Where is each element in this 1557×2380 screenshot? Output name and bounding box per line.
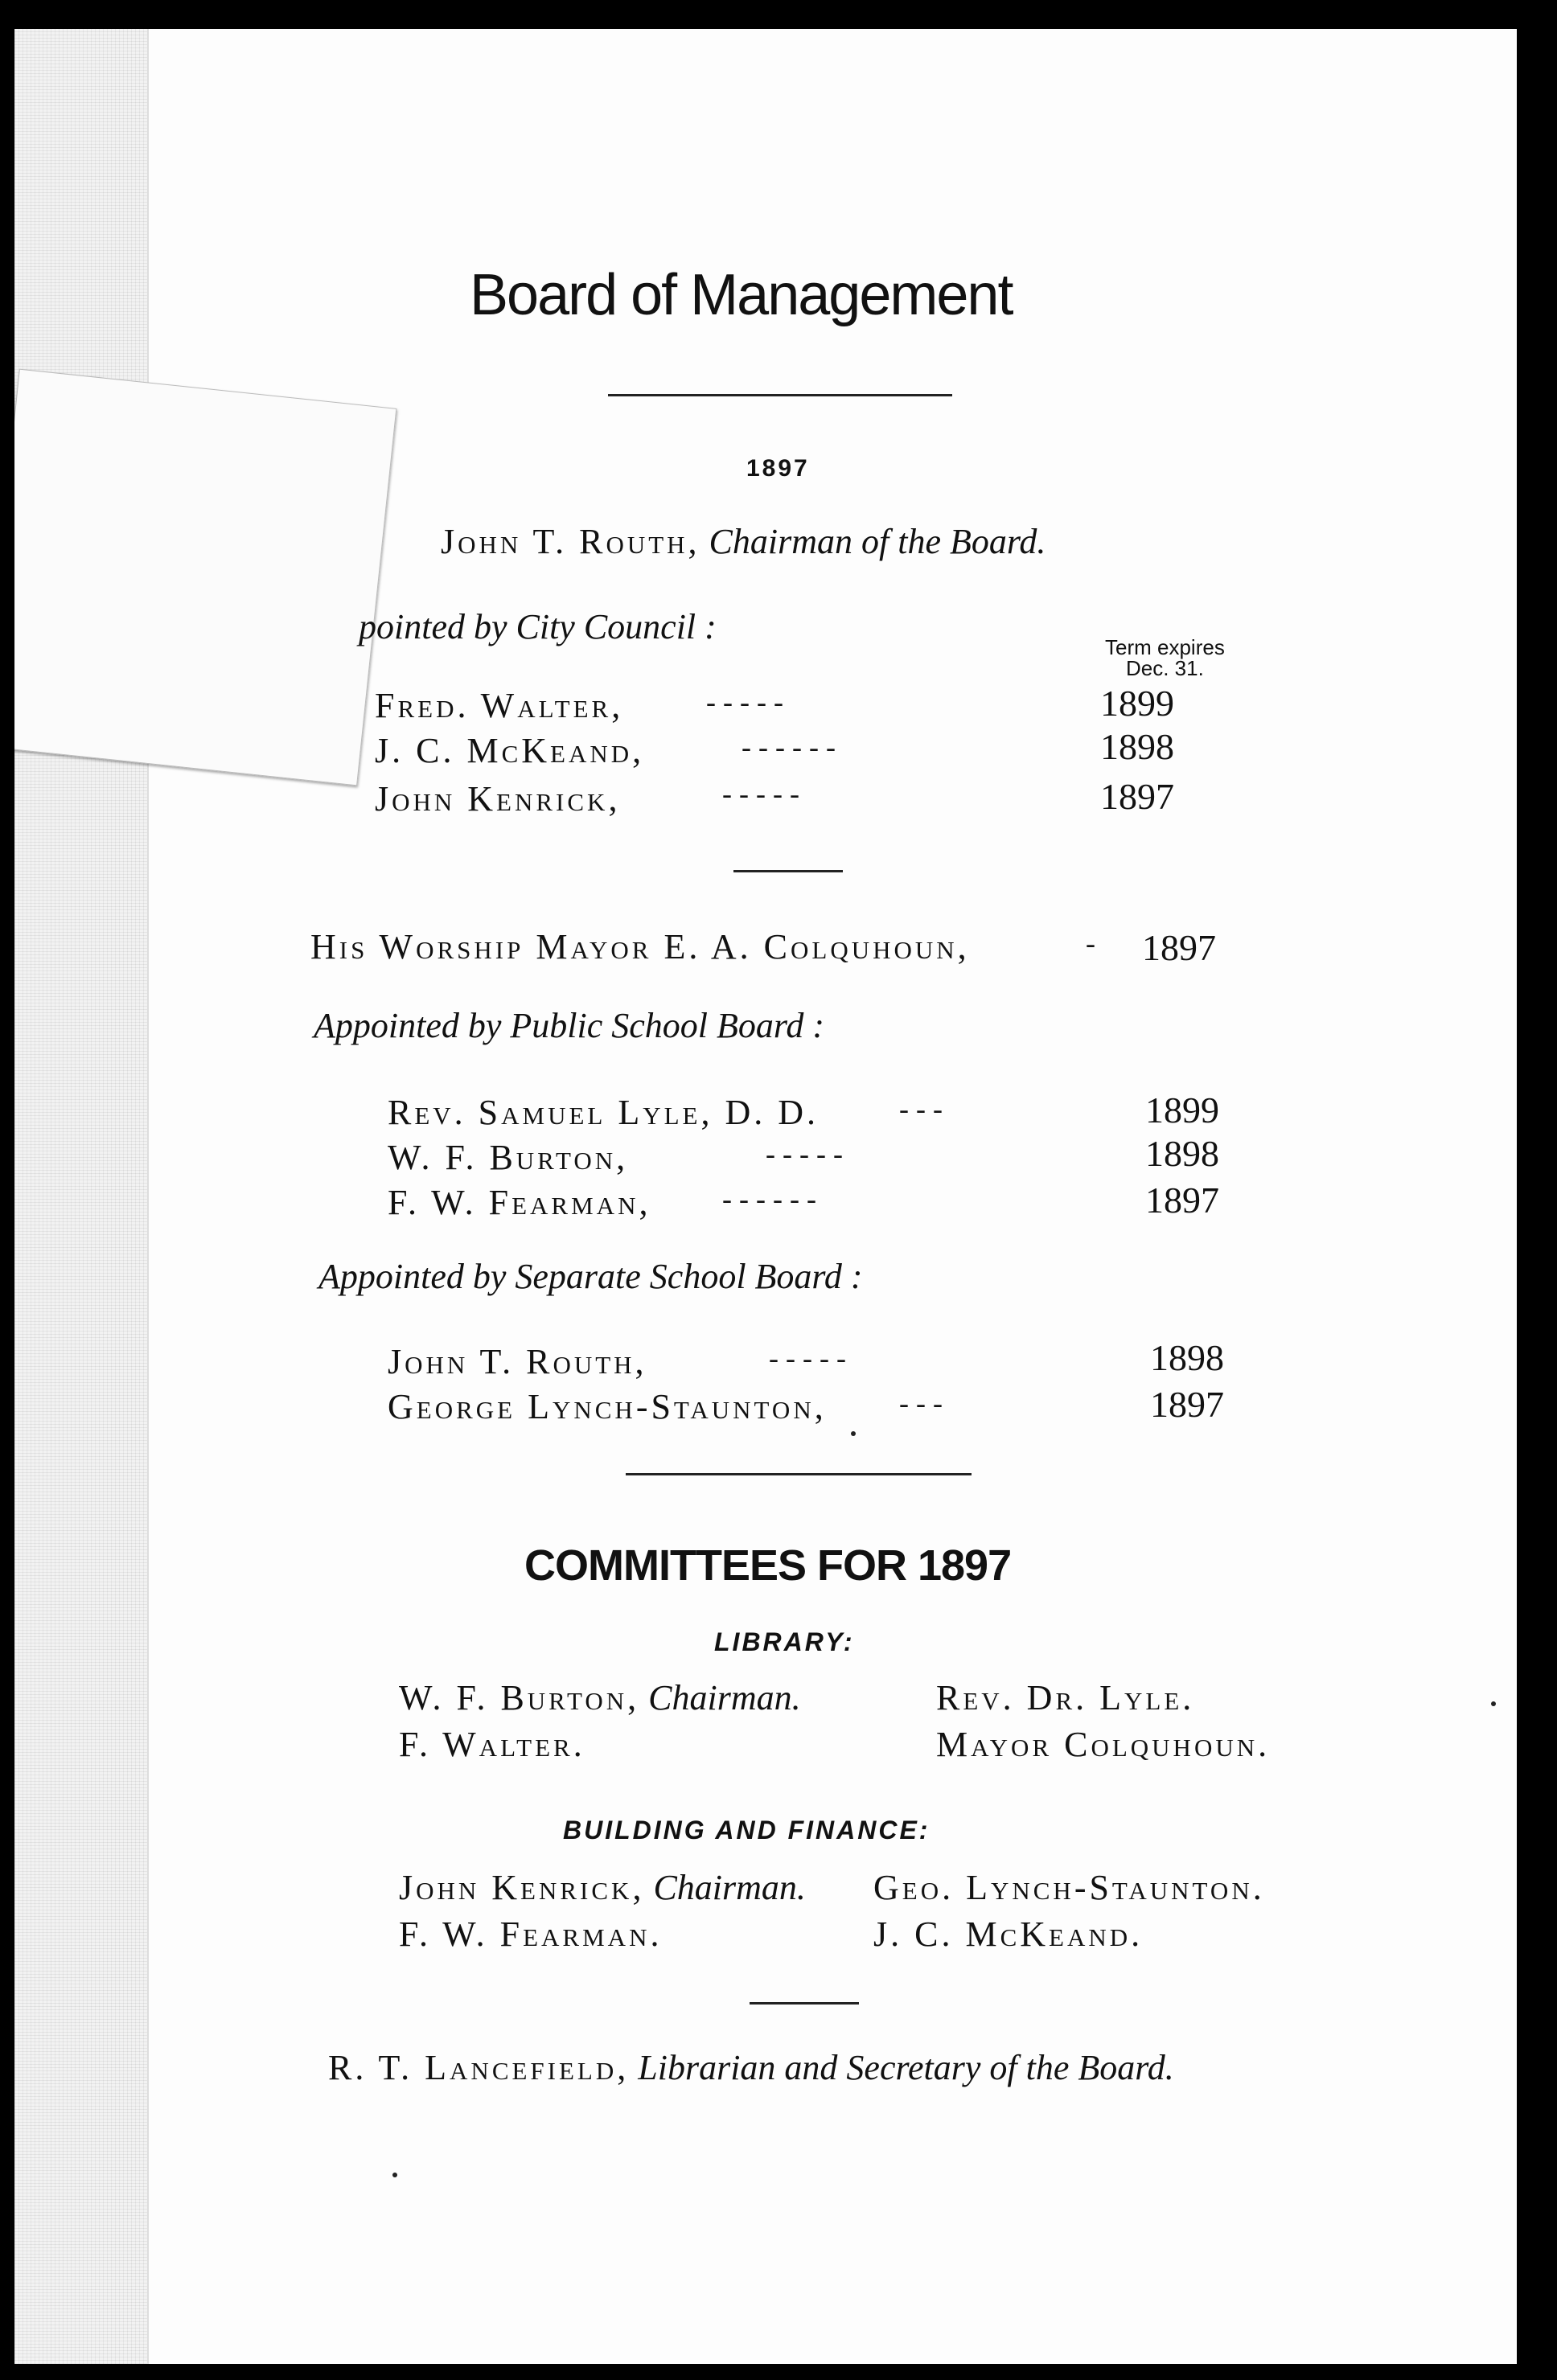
committee-role: Chairman. (653, 1868, 806, 1907)
chairman-line (441, 521, 1046, 562)
librarian-name: R. T. Lancefield, (328, 2048, 630, 2087)
member-name: George Lynch-Staunton, (388, 1387, 827, 1426)
term-year: 1898 (1100, 726, 1174, 767)
building-finance-heading: BUILDING AND FINANCE: (563, 1816, 931, 1844)
committee-member-name: J. C. McKeand. (873, 1914, 1144, 1954)
library-heading: LIBRARY: (714, 1627, 855, 1656)
ink-speck (851, 1431, 856, 1436)
separate-school-heading: Appointed by Separate School Board : (318, 1257, 863, 1296)
dot-leader: - - - (899, 1093, 943, 1125)
committee-member-name: F. Walter. (399, 1725, 585, 1764)
dot-leader: - - - - - - (742, 731, 836, 763)
dot-leader: - (1086, 927, 1095, 959)
city-council-heading: pointed by City Council : (359, 607, 717, 646)
member-name: W. F. Burton, (388, 1138, 629, 1177)
dot-leader: - - - (899, 1387, 943, 1419)
section-rule (750, 2002, 859, 2005)
committees-heading: COMMITTEES FOR 1897 (524, 1541, 1012, 1590)
dot-leader: - - - - - (706, 686, 783, 718)
title-rule (608, 394, 952, 396)
section-rule (626, 1473, 972, 1475)
member-name: John T. Routh, (388, 1342, 647, 1381)
member-name: Fred. Walter, (375, 686, 624, 725)
public-school-heading: Appointed by Public School Board : (314, 1006, 825, 1045)
term-label-line1: Term expires (1105, 635, 1225, 659)
dot-leader: - - - - - - (722, 1183, 816, 1215)
member-name: Rev. Samuel Lyle, D. D. (388, 1093, 820, 1132)
term-year: 1898 (1150, 1337, 1224, 1378)
committee-member-name: John Kenrick, (399, 1868, 645, 1907)
committee-role: Chairman. (648, 1678, 801, 1717)
committee-member-name: F. W. Fearman. (399, 1914, 663, 1954)
term-year: 1898 (1145, 1133, 1219, 1174)
term-year: 1897 (1150, 1384, 1224, 1425)
librarian-line (328, 2047, 1174, 2088)
scanned-page (14, 29, 1517, 2364)
term-year: 1897 (1142, 927, 1216, 968)
library-chairman (399, 1677, 801, 1718)
paper-slip (14, 369, 396, 786)
member-name: John Kenrick, (375, 779, 621, 819)
ink-speck (392, 2173, 397, 2177)
chairman-role: Chairman of the Board. (709, 522, 1046, 561)
term-year: 1899 (1145, 1089, 1219, 1130)
ink-speck (1491, 1701, 1496, 1706)
committee-member-name: Rev. Dr. Lyle. (936, 1678, 1195, 1717)
term-label-line2: Dec. 31. (1126, 656, 1204, 680)
term-year: 1897 (1145, 1180, 1219, 1221)
committee-member-name: W. F. Burton, (399, 1678, 640, 1717)
term-expires-label (1105, 637, 1225, 679)
librarian-role: Librarian and Secretary of the Board. (638, 2048, 1174, 2087)
year-heading: 1897 (746, 455, 810, 482)
committee-member-name: Mayor Colquhoun. (936, 1725, 1271, 1764)
committee-member-name: Geo. Lynch-Staunton. (873, 1868, 1265, 1907)
term-year: 1899 (1100, 683, 1174, 724)
chairman-name: John T. Routh, (441, 522, 700, 561)
mayor-name: His Worship Mayor E. A. Colquhoun, (310, 927, 970, 966)
dot-leader: - - - - - (722, 778, 799, 810)
term-year: 1897 (1100, 776, 1174, 817)
member-name: F. W. Fearman, (388, 1183, 651, 1222)
dot-leader: - - - - - (769, 1342, 846, 1374)
dot-leader: - - - - - (766, 1138, 843, 1170)
section-rule (733, 870, 843, 872)
member-name: J. C. McKeand, (375, 731, 645, 770)
building-chairman (399, 1867, 806, 1908)
page-title: Board of Management (470, 263, 1013, 327)
